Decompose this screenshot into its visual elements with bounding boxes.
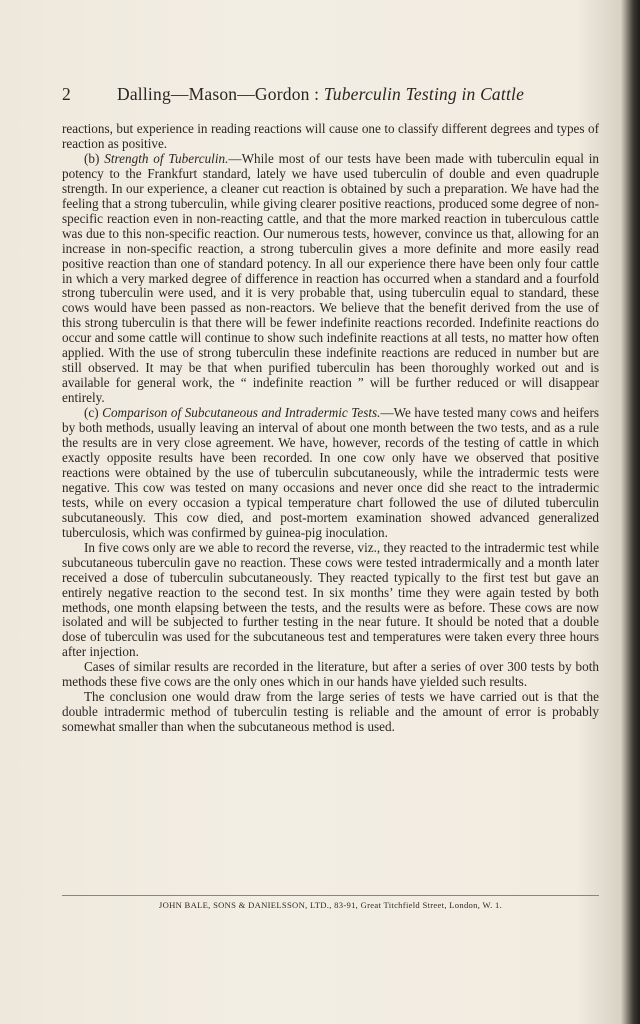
section-label: (b) [84, 150, 105, 166]
paragraph-text: Cases of similar results are recorded in the literature, but after a series of over 300 tests by both methods these five cows are the only ones which in our hands have yielded such results. [62, 659, 599, 690]
printer-imprint: JOHN BALE, SONS & DANIELSSON, LTD., 83-91, Great Titchfield Street, London, W. 1. [158, 900, 503, 910]
paragraph-continuation [62, 122, 599, 152]
running-title [117, 84, 524, 105]
paragraph-text: The conclusion one would draw from the large series of tests we have carried out is that the double intradermic method of tuberculin testing is reliable and the amount of error is probably somewhat smaller than when the subcutaneous method is used. [62, 689, 599, 735]
body-text [62, 122, 599, 735]
footer-divider [62, 895, 599, 896]
section-heading: Comparison of Subcutaneous and Intradermic Tests. [102, 405, 381, 421]
paragraph-strength-of-tuberculin [62, 152, 599, 406]
paragraph-text: —We have tested many cows and heifers by both methods, usually leaving an interval of about one month between the two tests, and as a rule the results are in very close agreement. We have, however, records of the testing of cattle in which exactly opposite results have been recorded. In one cow only have we observed that positive reactions were obtained by the use of tuberculin subcutaneously, while the intradermic tests were negative. This cow was tested on many occasions and never once did she react to the intradermic tests, while on every occasion a typical temperature chart followed the use of diluted tuberculin subcutaneously. This cow died, and post-mortem examination showed advanced generalized tuberculosis, which was confirmed by guinea-pig inoculation. [62, 405, 600, 540]
paragraph-text: reactions, but experience in reading reactions will cause one to classify different degrees and types of reaction as positive. [62, 121, 599, 151]
running-header [62, 84, 570, 108]
paragraph-conclusion [62, 690, 599, 735]
header-authors: Dalling—Mason—Gordon : [117, 84, 324, 104]
header-title: Tuberculin Testing in Cattle [323, 84, 525, 104]
paragraph-text: —While most of our tests have been made with tuberculin equal in potency to the Frankfurt standard, lately we have used tuberculin of double and even quadruple strength. In our experience, a cleaner cut reaction is obtained by such a preparation. We have had the feeling that a strong tuberculin, while giving clearer positive reactions, produced some degree of non-specific reaction even in non-reacting cattle, and that the more marked reaction in tuberculous cattle was due to this non-specific reaction. Our numerous tests, however, convince us that, allowing for an increase in non-specific reaction, a strong tuberculin gives a more definite and more easily read positive reaction than one of standard potency. In all our experience there have been only four cattle in which a very marked degree of difference in reaction has occurred when a standard and a fourfold strong tuberculin were used, and it is very probable that, using tuberculin equal to standard, these cows would have been passed as non-reactors. We believe that the benefit derived from the use of this strong tuberculin is that there will be fewer indefinite reactions recorded. Indefinite reactions do occur and some cattle will continue to show such indefinite reactions at all tests, no matter how often applied. With the use of strong tuberculin these indefinite reactions are reduced in number but are still observed. It may be that when purified tuberculin has been thoroughly worked out and is available for general work, the “ indefinite reaction ” will be further reduced or will disappear entirely. [62, 150, 599, 406]
paragraph-similar-results [62, 660, 599, 690]
page-number: 2 [62, 84, 71, 104]
section-heading: Strength of Tuberculin. [104, 150, 229, 166]
paragraph-text: In five cows only are we able to record the reverse, viz., they reacted to the intradermic test while subcutaneous tuberculin gave no reaction. These cows were tested intradermically and a month later received a dose of tuberculin subcutaneously. They reacted typically to the first test but gave an entirely negative reaction to the second test. In six months’ time they were again tested by both methods, one month elapsing between the tests, and the results were as before. These cows are now isolated and will be subjected to further testing in the near future. It should be noted that a double dose of tuberculin was used for the subcutaneous test and temperatures were taken every three hours after injection. [62, 539, 599, 660]
section-label: (c) [84, 405, 103, 421]
paragraph-five-cows [62, 541, 599, 661]
paragraph-comparison-of-tests [62, 406, 599, 541]
